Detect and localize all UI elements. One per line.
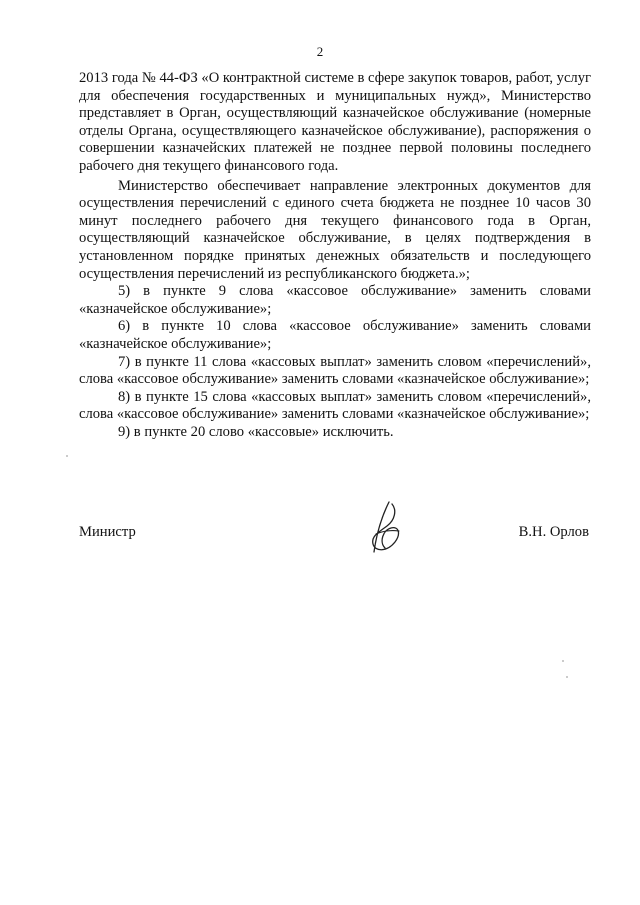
amendment-item-8: 8) в пункте 15 слова «кассовых выплат» заменить словом «перечислений», слова «кассовое обслуживание» заменить словами «казначейское обслуживание»; bbox=[79, 388, 591, 423]
paragraph-electronic-documents: Министерство обеспечивает направление электронных документов для осуществления перечислений с единого счета бюджета не позднее 10 часов 30 минут последнего рабочего дня текущего финансового года в Орган, осуществляющий казначейское обслуживание, в целях подтверждения в установленном порядке принятых денежных обязательств и последующего осуществления перечислений из республиканского бюджета.»; bbox=[79, 177, 591, 282]
signature-block bbox=[79, 520, 591, 560]
handwritten-signature bbox=[367, 500, 407, 560]
scan-speck bbox=[566, 676, 568, 678]
signatory-name: В.Н. Орлов bbox=[518, 524, 589, 540]
scan-speck bbox=[66, 455, 68, 457]
amendment-item-7: 7) в пункте 11 слова «кассовых выплат» заменить словом «перечислений», слова «кассовое обслуживание» заменить словами «казначейское обслуживание»; bbox=[79, 353, 591, 388]
signatory-title: Министр bbox=[79, 524, 136, 540]
amendment-item-9: 9) в пункте 20 слово «кассовые» исключить. bbox=[118, 423, 394, 440]
paragraph-continuation: 2013 года № 44-ФЗ «О контрактной системе в сфере закупок товаров, работ, услуг для обеспечения государственных и муниципальных нужд», Министерство представляет в Орган, осуществляющий казначейское обслуживание (номерные отделы Органа, осуществляющего казначейское обслуживание), распоряжения о совершении казначейских платежей не позднее первой половины последнего рабочего дня текущего финансового года. bbox=[79, 70, 591, 174]
document-body bbox=[79, 70, 591, 441]
amendment-item-5: 5) в пункте 9 слова «кассовое обслуживание» заменить словами «казначейское обслуживание»; bbox=[79, 283, 591, 317]
page-number: 2 bbox=[316, 44, 324, 59]
scan-speck bbox=[562, 660, 564, 662]
amendment-item-6: 6) в пункте 10 слова «кассовое обслуживание» заменить словами «казначейское обслуживание»; bbox=[79, 318, 591, 352]
